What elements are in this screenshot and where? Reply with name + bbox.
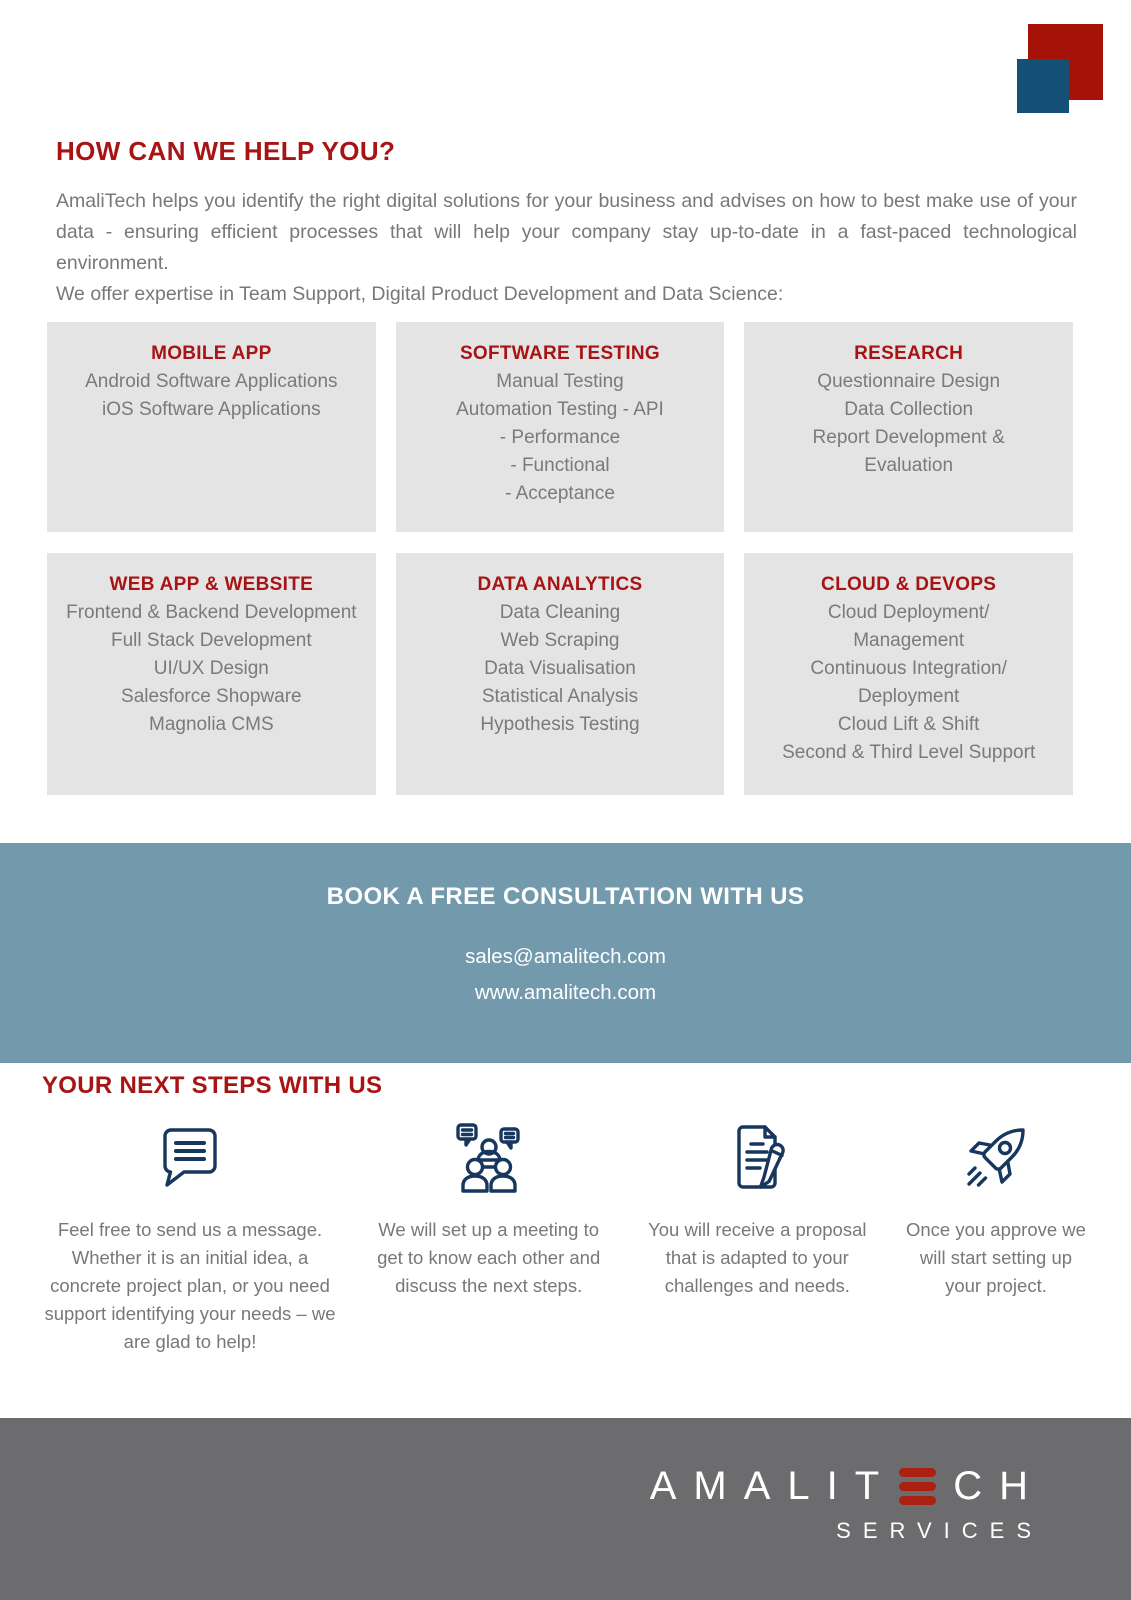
logo-e-bars-icon [899, 1467, 936, 1507]
consultation-band [0, 843, 1131, 1063]
service-item: UI/UX Design [153, 658, 269, 679]
service-item: Data Cleaning [499, 602, 621, 623]
service-box-mobile-app [47, 322, 376, 532]
service-box-data-analytics [396, 553, 725, 795]
service-item: Magnolia CMS [149, 714, 274, 735]
service-items [47, 368, 376, 424]
amalitech-logo [650, 1464, 1045, 1544]
service-title: CLOUD & DEVOPS [821, 574, 997, 595]
service-box-software-testing [396, 322, 725, 532]
step-text: You will receive a proposal that is adapted to your challenges and needs. [648, 1219, 867, 1296]
rocket-icon [956, 1116, 1036, 1198]
service-item: Data Collection [844, 399, 974, 420]
service-box-web-app [47, 553, 376, 795]
service-items [396, 599, 725, 739]
service-items [744, 599, 1073, 767]
service-item: Report Development & [812, 427, 1005, 448]
service-item: - Acceptance [505, 483, 615, 504]
service-title: WEB APP & WEBSITE [109, 574, 314, 595]
service-title: DATA ANALYTICS [477, 574, 643, 595]
message-icon [150, 1116, 230, 1198]
proposal-icon [717, 1116, 797, 1198]
service-item: Evaluation [864, 455, 954, 476]
step-text: Feel free to send us a message. Whether it is an initial idea, a concrete project plan, or you need support identifying your needs – we are glad to help! [44, 1219, 336, 1352]
decor-blue-square [1017, 59, 1069, 113]
footer-band [0, 1418, 1131, 1600]
service-item: iOS Software Applications [102, 399, 321, 420]
logo-services-text: SERVICES [836, 1518, 1043, 1543]
page-title: HOW CAN WE HELP YOU? [56, 136, 396, 166]
service-item: Cloud Deployment/ [827, 602, 990, 623]
service-title: MOBILE APP [151, 343, 272, 364]
service-item: Automation Testing - API [456, 399, 664, 420]
service-box-research [744, 322, 1073, 532]
service-item: Second & Third Level Support [782, 742, 1036, 763]
service-item: Salesforce Shopware [121, 686, 302, 707]
consultation-heading: BOOK A FREE CONSULTATION WITH US [326, 883, 805, 910]
website-text: www.amalitech.com [474, 981, 657, 1004]
service-item: Manual Testing [496, 371, 624, 392]
service-item: Full Stack Development [111, 630, 312, 651]
service-items [396, 368, 725, 508]
service-item: - Performance [499, 427, 621, 448]
service-item: Questionnaire Design [817, 371, 1001, 392]
logo-text-left: AMALIT [649, 1464, 897, 1508]
step-text: Once you approve we will start setting up your project. [905, 1219, 1086, 1296]
service-item: Cloud Lift & Shift [837, 714, 980, 735]
service-item: Deployment [857, 686, 960, 707]
step-text: We will set up a meeting to get to know each other and discuss the next steps. [377, 1219, 601, 1296]
step-message [40, 1116, 340, 1356]
service-item: Hypothesis Testing [480, 714, 640, 735]
intro-text [56, 186, 1077, 310]
service-item: Android Software Applications [85, 371, 338, 392]
service-item: - Functional [510, 455, 610, 476]
logo-wordmark [650, 1464, 1045, 1509]
next-steps-heading: YOUR NEXT STEPS WITH US [42, 1072, 383, 1099]
service-item: Statistical Analysis [481, 686, 639, 707]
intro-expertise-line: We offer expertise in Team Support, Digital Product Development and Data Science: [56, 283, 784, 305]
service-items [47, 599, 376, 739]
service-item: Data Visualisation [484, 658, 636, 679]
logo-text-right: CH [953, 1464, 1045, 1508]
service-items [744, 368, 1073, 480]
service-item: Web Scraping [500, 630, 620, 651]
service-title: RESEARCH [854, 343, 964, 364]
consultation-contacts [0, 939, 1131, 1011]
email-text: sales@amalitech.com [465, 945, 666, 968]
step-proposal [637, 1116, 877, 1300]
services-grid [47, 322, 1073, 795]
next-steps-row [0, 1116, 1131, 1356]
meeting-icon [449, 1116, 529, 1198]
service-title: SOFTWARE TESTING [459, 343, 661, 364]
step-rocket [901, 1116, 1091, 1300]
step-meeting [364, 1116, 614, 1300]
service-box-cloud-devops [744, 553, 1073, 795]
intro-paragraph: AmaliTech helps you identify the right digital solutions for your business and advises on how to best make use of your data - ensuring efficient processes that will help your company stay up-to-date in a fast-paced technological environment. [56, 190, 1077, 274]
service-item: Continuous Integration/ [810, 658, 1007, 679]
service-item: Frontend & Backend Development [66, 602, 357, 623]
service-item: Management [853, 630, 965, 651]
